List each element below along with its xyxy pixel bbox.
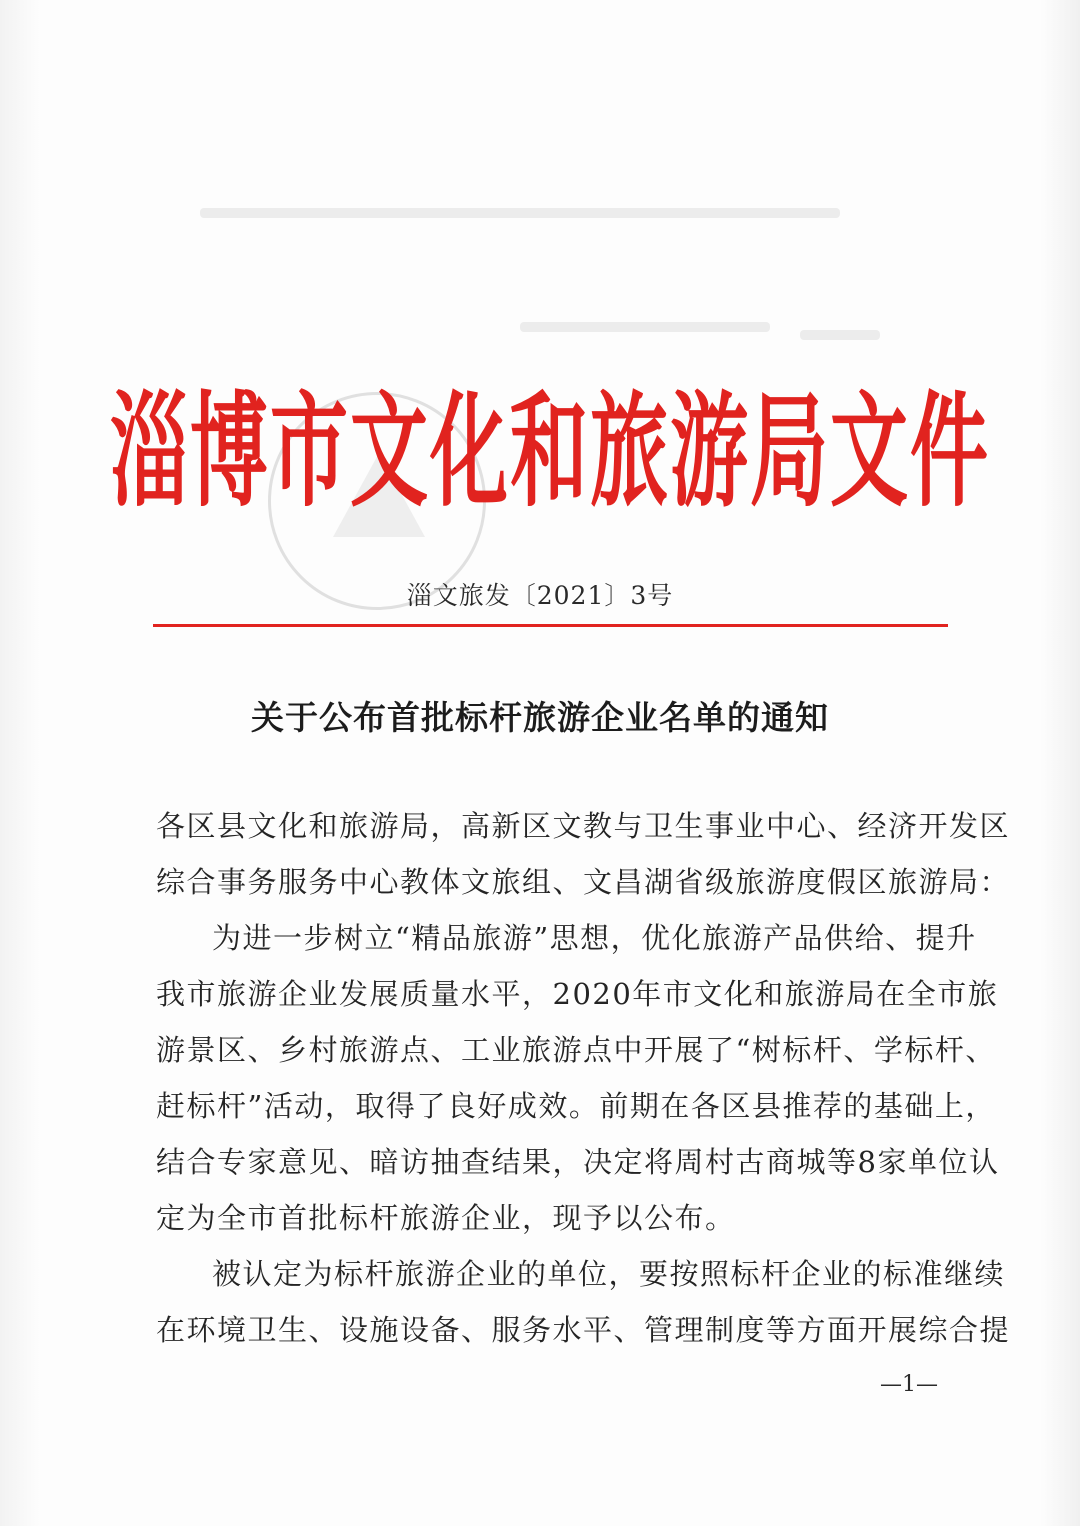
body-line: 赶标杆”活动，取得了良好成效。前期在各区县推荐的基础上，: [156, 1089, 996, 1123]
body-line: 为进一步树立“精品旅游”思想，优化旅游产品供给、提升: [212, 921, 977, 955]
issuer-masthead: 淄博市文化和旅游局文件: [110, 381, 991, 525]
show-through-mark: [200, 208, 840, 218]
page-number: —1—: [880, 1372, 938, 1397]
document-number: 淄文旅发〔2021〕3号: [406, 581, 674, 610]
body-line: 被认定为标杆旅游企业的单位，要按照标杆企业的标准继续: [212, 1257, 1006, 1291]
body-line-addressee-2: 综合事务服务中心教体文旅组、文昌湖省级旅游度假区旅游局：: [156, 865, 1011, 899]
body-line: 定为全市首批标杆旅游企业，现予以公布。: [156, 1201, 736, 1235]
body-line: 在环境卫生、设施设备、服务水平、管理制度等方面开展综合提: [156, 1313, 1011, 1347]
body-line: 游景区、乡村旅游点、工业旅游点中开展了“树标杆、学标杆、: [156, 1033, 996, 1067]
red-separator-rule: [153, 624, 948, 627]
document-title: 关于公布首批标杆旅游企业名单的通知: [251, 698, 829, 737]
body-line-addressee-1: 各区县文化和旅游局，高新区文教与卫生事业中心、经济开发区: [156, 809, 1011, 843]
body-line: 结合专家意见、暗访抽查结果，决定将周村古商城等8家单位认: [156, 1145, 1000, 1179]
body-line: 我市旅游企业发展质量水平，2020年市文化和旅游局在全市旅: [156, 977, 999, 1011]
